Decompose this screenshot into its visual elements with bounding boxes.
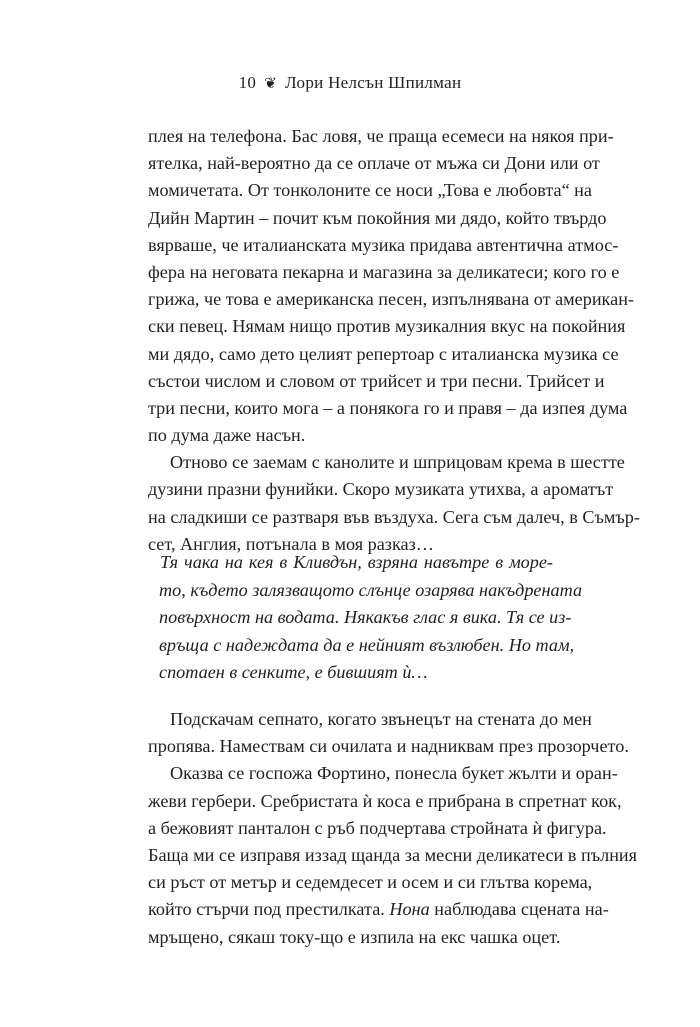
text-line: дузини празни фунийки. Скоро музиката утихва, а ароматът <box>148 479 614 500</box>
text-line: жеви гербери. Сребристата ѝ коса е прибрана в спретнат кок, <box>148 790 622 811</box>
author-name: Лори Нелсън Шпилман <box>285 73 462 92</box>
text-line: а бежовият панталон с ръб подчертава стройната ѝ фигура. <box>148 817 607 838</box>
text-line: пропява. Намествам си очилата и надниквам през прозорчето. <box>148 736 629 757</box>
text-line: по дума даже насън. <box>148 425 306 446</box>
quote-line: спотаен в сенките, е бившият ѝ… <box>159 662 428 683</box>
running-head <box>0 72 700 95</box>
text-line: на сладкиши се разтваря във въздуха. Сега съм далеч, в Съмър- <box>148 506 640 527</box>
text-line: ятелка, най-вероятно да се оплаче от мъжа си Дони или от <box>148 153 600 174</box>
quote-line: то, където залязващото слънце озарява накъдрената <box>159 579 583 600</box>
text-line: Дийн Мартин – почит към покойния ми дядо, който твърдо <box>148 207 607 228</box>
paragraph-block-2 <box>148 706 638 951</box>
text-line <box>148 896 609 923</box>
text-line: мръщено, сякаш току-що е изпила на екс чашка оцет. <box>148 926 561 947</box>
text-fragment: наблюдава сцената на- <box>429 899 609 920</box>
quote-line: повърхност на водата. Някакъв глас я вика. Тя се из- <box>159 607 572 628</box>
ornament-icon: ❦ <box>264 76 278 92</box>
text-line: сет, Англия, потънала в моя разказ… <box>148 533 434 554</box>
text-line: грижа, че това е американска песен, изпълнявана от американ- <box>148 289 634 310</box>
italic-word: Нона <box>389 899 430 920</box>
text-line: си ръст от метър и седемдесет и осем и си глътва корема, <box>148 872 593 893</box>
text-line: три песни, които мога – а понякога го и правя – да изпея дума <box>148 397 628 418</box>
quote-line: връща с надеждата да е нейният възлюбен. Но там, <box>159 634 575 655</box>
quote-line: Тя чака на кея в Кливдън, взряна навътре в море- <box>160 552 553 572</box>
text-line: ми дядо, само дето целият репертоар с италианска музика се <box>148 343 619 364</box>
text-line: Подскачам сепнато, когато звънецът на стената до мен <box>170 709 592 729</box>
paragraph-block-1 <box>148 123 640 558</box>
italic-excerpt <box>159 549 583 687</box>
text-line: Оказва се госпожа Фортино, понесла букет жълти и оран- <box>170 763 618 784</box>
page-number: 10 <box>238 73 257 92</box>
text-line: вярваше, че италианската музика придава автентична атмос- <box>148 234 619 255</box>
text-line: Баща ми се изправя иззад щанда за месни деликатеси в пълния <box>148 844 638 865</box>
text-fragment: който стърчи под престилката. <box>148 899 385 920</box>
text-line: ски певец. Нямам нищо против музикалния вкус на покойния <box>148 316 626 337</box>
text-line: Отново се заемам с канолите и шприцовам крема в шестте <box>170 452 625 473</box>
text-line: фера на неговата пекарна и магазина за деликатеси; кого го е <box>148 261 620 282</box>
text-line: плея на телефона. Бас ловя, че праща есемеси на някоя при- <box>148 126 614 146</box>
text-line: момичетата. От тонколоните се носи „Това е любовта“ на <box>148 180 592 201</box>
text-line: състои числом и словом от трийсет и три песни. Трийсет и <box>148 370 605 391</box>
